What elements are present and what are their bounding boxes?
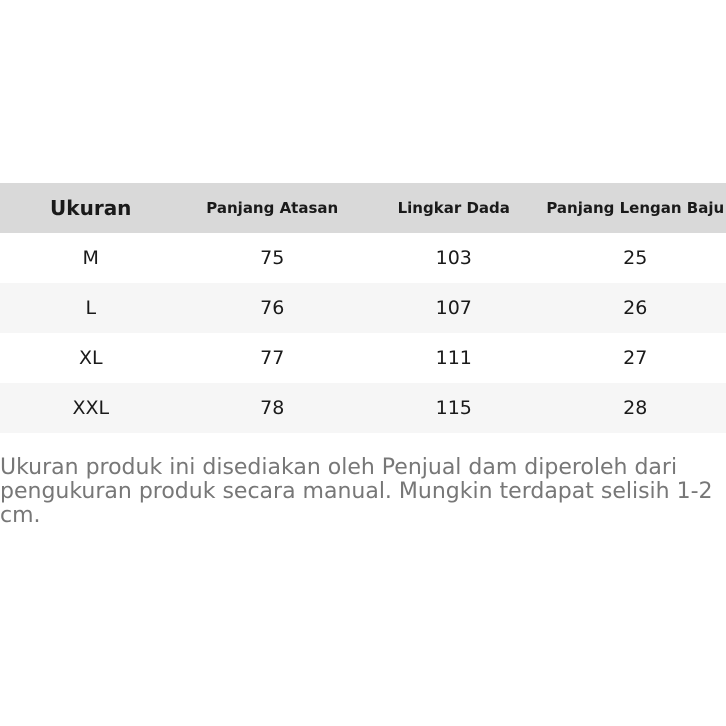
table-row (0, 383, 726, 433)
measurement-note: Ukuran produk ini disediakan oleh Penjual dam diperoleh dari pengukuran produk secara manual. Mungkin terdapat selisih 1-2 cm. (0, 455, 713, 528)
table-row (0, 333, 726, 383)
header-sleeve-length: Panjang Lengan Baju (546, 198, 725, 217)
cell-size: M (82, 246, 99, 269)
cell-top-length: 76 (260, 296, 285, 319)
table-row (0, 233, 726, 283)
cell-size: XL (78, 346, 103, 369)
size-table (0, 183, 726, 433)
cell-chest-circumference: 107 (435, 296, 472, 319)
cell-sleeve-length: 27 (623, 346, 648, 369)
cell-sleeve-length: 26 (623, 296, 648, 319)
cell-top-length: 75 (260, 246, 285, 269)
cell-size: L (85, 296, 97, 319)
table-header-row (0, 183, 726, 233)
cell-sleeve-length: 25 (623, 246, 648, 269)
table-row (0, 283, 726, 333)
header-size: Ukuran (50, 196, 132, 220)
cell-top-length: 77 (260, 346, 285, 369)
cell-top-length: 78 (260, 396, 285, 419)
header-top-length: Panjang Atasan (206, 198, 339, 217)
cell-size: XXL (72, 396, 110, 419)
header-chest-circumference: Lingkar Dada (397, 198, 510, 217)
cell-chest-circumference: 103 (435, 246, 472, 269)
cell-chest-circumference: 111 (435, 346, 472, 369)
cell-chest-circumference: 115 (435, 396, 472, 419)
cell-sleeve-length: 28 (623, 396, 648, 419)
